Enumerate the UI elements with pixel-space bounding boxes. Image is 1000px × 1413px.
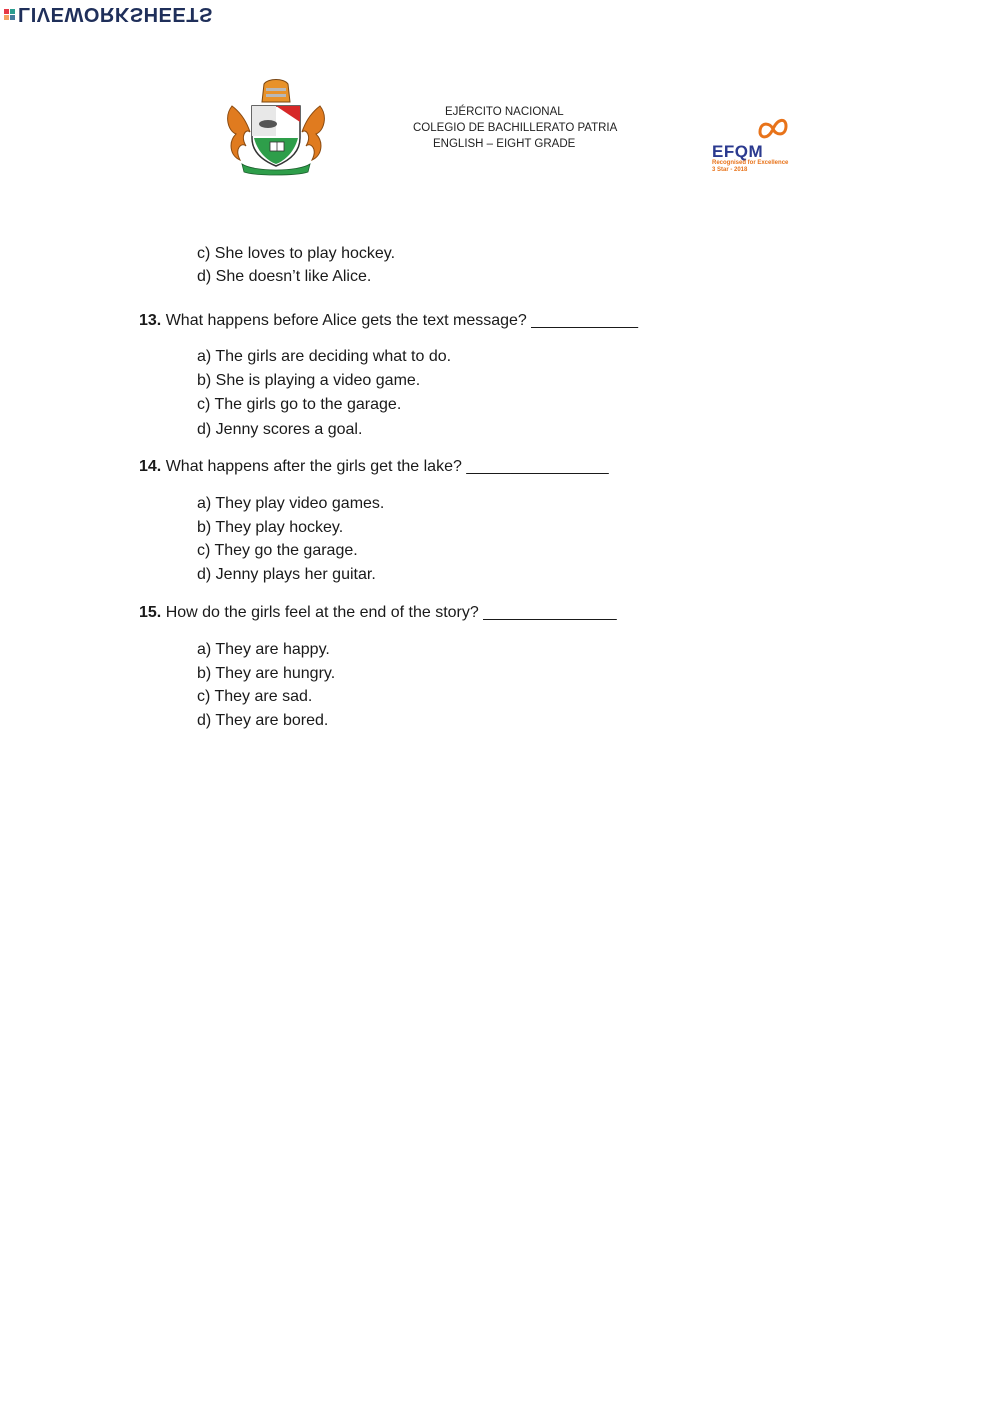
question-number: 14. (139, 458, 162, 475)
question-13 (139, 311, 638, 331)
question-number: 15. (139, 604, 162, 621)
answer-option[interactable]: b) She is playing a video game. (197, 372, 421, 389)
answer-option[interactable]: a) They are happy. (197, 641, 330, 658)
efqm-subtitle (712, 160, 788, 174)
answer-option[interactable]: c) They go the garage. (197, 542, 358, 559)
logo-squares-icon (4, 9, 15, 20)
answer-option[interactable]: b) They are hungry. (197, 665, 336, 682)
logo-square (10, 15, 15, 20)
efqm-subtitle-line1: Recognised for Excellence (712, 160, 789, 166)
header-line-course: ENGLISH – EIGHT GRADE (433, 138, 576, 150)
logo-text: LIVEWORKSHEETS (18, 3, 213, 25)
answer-option[interactable]: d) Jenny plays her guitar. (197, 566, 376, 583)
answer-option[interactable]: a) They play video games. (197, 495, 385, 512)
efqm-wordmark: EFQM (712, 142, 764, 161)
question-15 (139, 603, 617, 623)
school-header (395, 104, 625, 152)
answer-option[interactable]: c) She loves to play hockey. (197, 245, 396, 262)
header-line-army: EJÉRCITO NACIONAL (445, 106, 564, 118)
efqm-badge (708, 116, 798, 176)
answer-option[interactable]: c) The girls go to the garage. (197, 396, 402, 413)
answer-option[interactable]: c) They are sad. (197, 688, 313, 705)
school-crest-icon (224, 76, 328, 178)
question-text: How do the girls feel at the end of the story? _______________ (161, 604, 617, 621)
answer-option[interactable]: d) Jenny scores a goal. (197, 421, 363, 438)
logo-square (4, 15, 9, 20)
question-number: 13. (139, 312, 162, 329)
answer-option[interactable]: d) She doesn’t like Alice. (197, 268, 372, 285)
answer-option[interactable]: b) They play hockey. (197, 519, 344, 536)
logo-square (10, 9, 15, 14)
logo-square (4, 9, 9, 14)
header-line-school: COLEGIO DE BACHILLERATO PATRIA (413, 122, 618, 134)
answer-option[interactable]: d) They are bored. (197, 712, 329, 729)
question-text: What happens after the girls get the lake? ________________ (161, 458, 609, 475)
question-text: What happens before Alice gets the text message? ____________ (161, 312, 639, 329)
liveworksheets-logo (4, 4, 213, 24)
efqm-subtitle-line2: 3 Star - 2018 (712, 167, 748, 173)
efqm-infinity-icon (756, 116, 790, 142)
question-14 (139, 457, 609, 477)
answer-option[interactable]: a) The girls are deciding what to do. (197, 348, 452, 365)
